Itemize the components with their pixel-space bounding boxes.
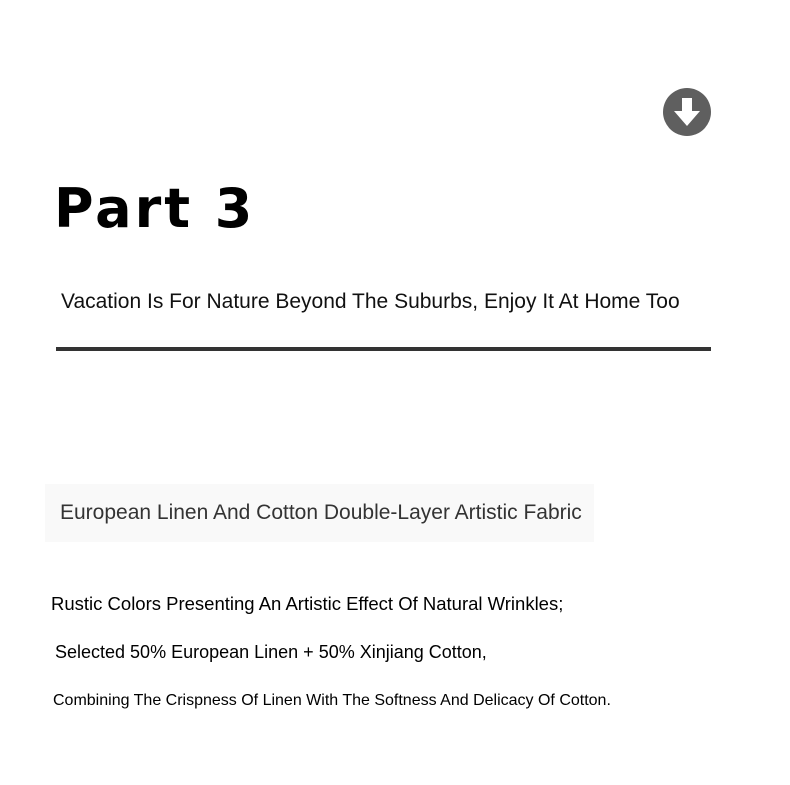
part-title: Part 3 bbox=[54, 177, 256, 240]
feature-description-line: Combining The Crispness Of Linen With The Softness And Delicacy Of Cotton. bbox=[53, 692, 611, 709]
divider bbox=[56, 347, 711, 351]
feature-description-line: Rustic Colors Presenting An Artistic Effect Of Natural Wrinkles; bbox=[51, 593, 564, 614]
download-icon[interactable] bbox=[663, 88, 711, 136]
section-subtitle: Vacation Is For Nature Beyond The Suburbs, Enjoy It At Home Too bbox=[61, 290, 680, 313]
down-arrow-icon bbox=[663, 88, 711, 136]
feature-description-line: Selected 50% European Linen + 50% Xinjiang Cotton, bbox=[55, 642, 487, 662]
feature-heading: European Linen And Cotton Double-Layer Artistic Fabric bbox=[60, 501, 582, 524]
